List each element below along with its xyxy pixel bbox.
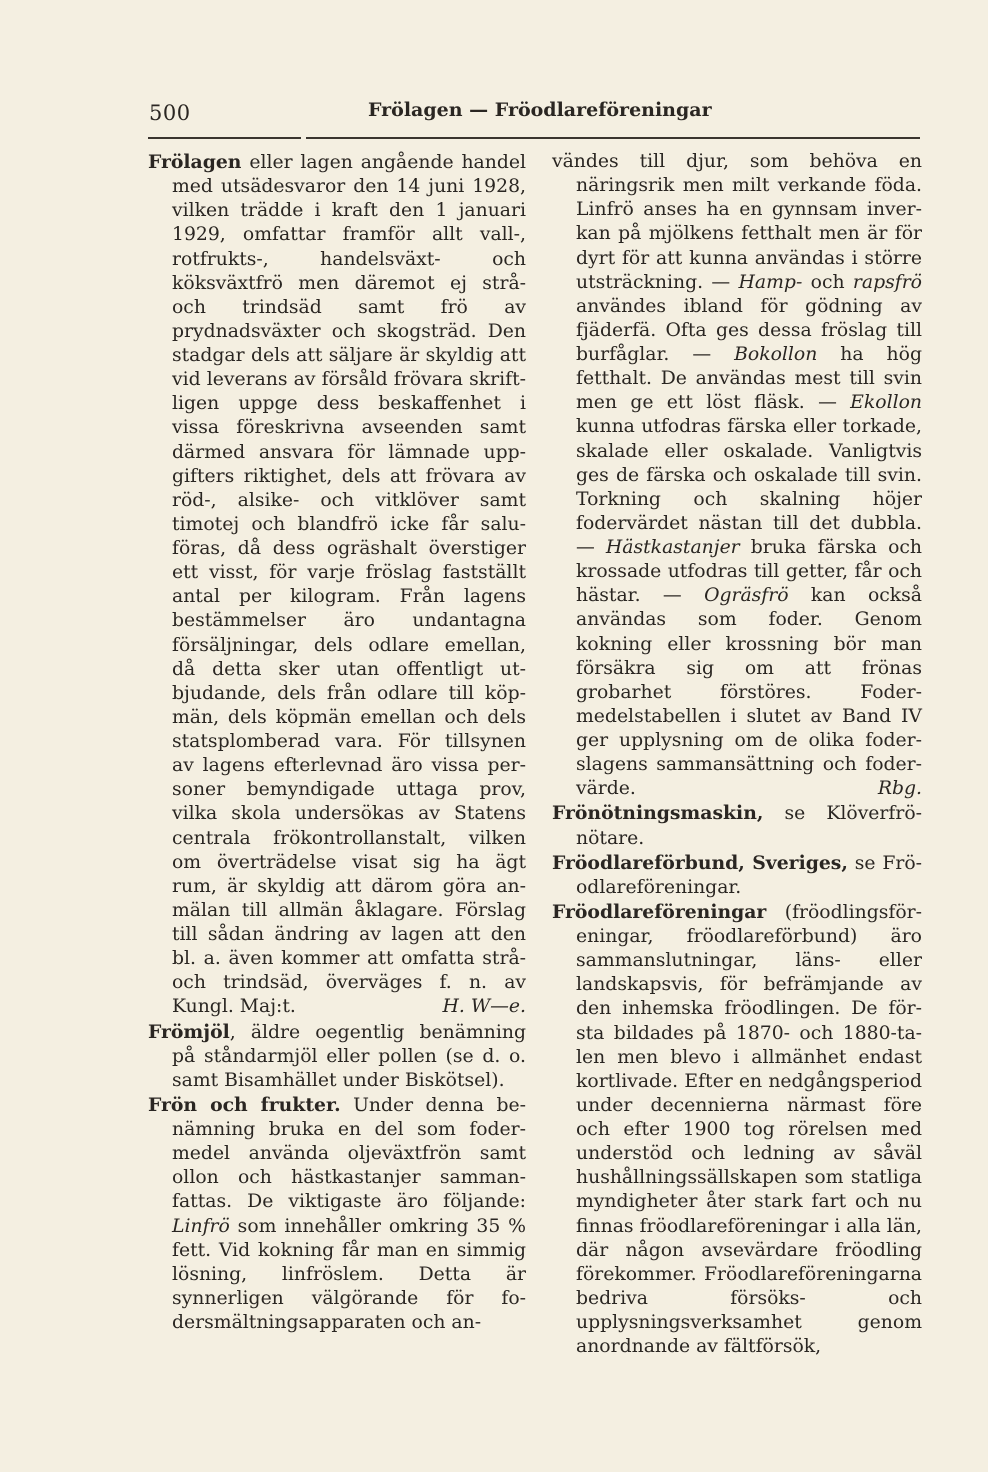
dictionary-entry	[148, 1093, 526, 1335]
entry-headword: Frömjöl	[148, 1020, 230, 1043]
entry-text: Under denna benämning bruka en del som fodermedel använda oljeväxtfrön samt ollon och hästkastanjer sammanfattas. De viktigaste äro följande:	[172, 1094, 526, 1213]
page-number: 500	[149, 101, 191, 125]
entry-italic-term: Linfrö	[172, 1215, 230, 1237]
entry-text: bruka färska och krossade utfodras till getter, får och hästar. —	[576, 537, 922, 607]
entry-text: och	[802, 271, 853, 293]
dictionary-entry	[552, 801, 922, 850]
dictionary-entry	[552, 150, 922, 801]
left-column	[148, 150, 526, 1335]
entry-text: användes ibland för gödning av fjäderfä. Ofta ges dessa fröslag till burfåglar. —	[576, 295, 922, 365]
entry-text: eller lagen angående handel med utsädesvaror den 14 juni 1928, vilken trädde i kraft den 1 januari 1929, omfattar framför allt vall-, rotfrukts-, handelsväxt- och köksväxtfrö men däremot ej strå- och trindsäd samt frö av prydnadsväxter och skogsträd. Den stadgar dels att säljare är skyldig att vid leverans av försåld frövara skriftligen uppge dess beskaffenhet i vissa föreskrivna avseenden samt därmed ansvara för lämnade uppgifters riktighet, dels att frövara av röd-, alsike- och vitklöver samt timotej och blandfrö icke får saluföras, då dess ogräshalt överstiger ett visst, för varje fröslag fastställt antal per kilogram. Från lagens bestämmelser äro undantagna försäljningar, dels odlare emellan, då detta sker utan offentligt utbjudande, dels från odlare till köpmän, dels köpmän emellan och dels statsplomberad vara. För tillsynen av lagens efterlevnad äro vissa personer bemyndigade uttaga prov, vilka skola undersökas av Statens centrala frökontrollanstalt, vilken om överträdelse visat sig ha ägt rum, är skyldig att därom göra anmälan till allmän åklagare. Förslag till sådan ändring av lagen att den bl. a. även kommer att omfatta strå- och trindsäd, överväges f. n. av Kungl. Maj:t.	[172, 152, 526, 1018]
entry-text: , äldre oegentlig benämning på ståndarmjöl eller pollen (se d. o. samt Bisamhället under Biskötsel).	[172, 1021, 526, 1091]
dictionary-entry	[148, 150, 526, 1020]
header-rule-right	[306, 137, 920, 139]
entry-text: ha hög fetthalt. De användas mest till svin men ge ett löst fläsk. —	[576, 344, 922, 414]
entry-headword: Frön och frukter.	[148, 1093, 341, 1116]
entry-headword: Fröodlareföreningar	[552, 900, 767, 923]
header-rule-left	[148, 137, 301, 139]
entry-italic-term: Ogräsfrö	[704, 585, 789, 607]
entry-text: se Klöverfrönötare.	[576, 803, 922, 849]
entry-headword: Fröodlareförbund, Sveriges,	[552, 851, 848, 874]
entry-italic-term: Hästkastanjer	[605, 537, 740, 558]
entry-italic-term: Hamp-	[738, 271, 803, 293]
entry-headword: Frönötningsmaskin,	[552, 802, 764, 825]
entry-text: kan också användas som foder. Genom kokning eller krossning bör man försäkra sig om att frönas grobarhet förstöres. Fodermedelstabellen i slutet av Band IV ger upplysning om de olika foderslagens sammansättning och fodervärde.	[576, 585, 923, 800]
entry-text: (fröodlingsföreningar, fröodlareförbund) äro sammanslutningar, läns- eller landskapsvis, för befrämjande av den inhemska fröodlingen. De första bildades på 1870- och 1880-talen men blevo i allmänhet endast kortlivade. Efter en nedgångsperiod under decennierna närmast före och efter 1900 tog rörelsen med understöd och ledning av såväl hushållningssällskapen som statliga myndigheter åter stark fart och nu finnas fröodlareföreningar i alla län, där någon avsevärdare fröodling förekommer. Fröodlareföreningarna bedriva försöks- och upplysningsverksamhet genom anordnande av fältförsök,	[576, 901, 922, 1358]
entry-text: som innehåller omkring 35 % fett. Vid kokning får man en simmig lösning, linfröslem. Detta är synnerligen välgörande för fodersmältningsapparaten och an-	[172, 1215, 526, 1333]
entry-headword: Frölagen	[148, 151, 242, 173]
entry-text: kunna utfodras färska eller torkade, skalade eller oskalade. Vanligtvis ges de färska och oskalade till svin. Torkning och skalning höjer fodervärdet nästan till det dubbla. —	[576, 416, 922, 558]
right-column	[552, 150, 922, 1359]
entry-italic-term: Ekollon	[850, 392, 922, 414]
entry-italic-term: rapsfrö	[852, 271, 922, 293]
entry-text: vändes till djur, som behöva en näringsrik men milt verkande föda. Linfrö anses ha en gynnsam inverkan på mjölkens fetthalt men är för dyrt för att kunna användas i större utsträckning. —	[552, 151, 922, 293]
entry-text: se Fröodlareföreningar.	[576, 852, 922, 898]
author-signature: Rbg.	[877, 778, 922, 800]
dictionary-entry	[552, 900, 922, 1359]
running-head: Frölagen — Fröodlareföreningar	[368, 99, 712, 121]
entry-italic-term: Bokollon	[734, 344, 818, 365]
author-signature: H. W—e.	[442, 996, 526, 1018]
dictionary-entry	[552, 851, 922, 900]
dictionary-entry	[148, 1020, 526, 1093]
